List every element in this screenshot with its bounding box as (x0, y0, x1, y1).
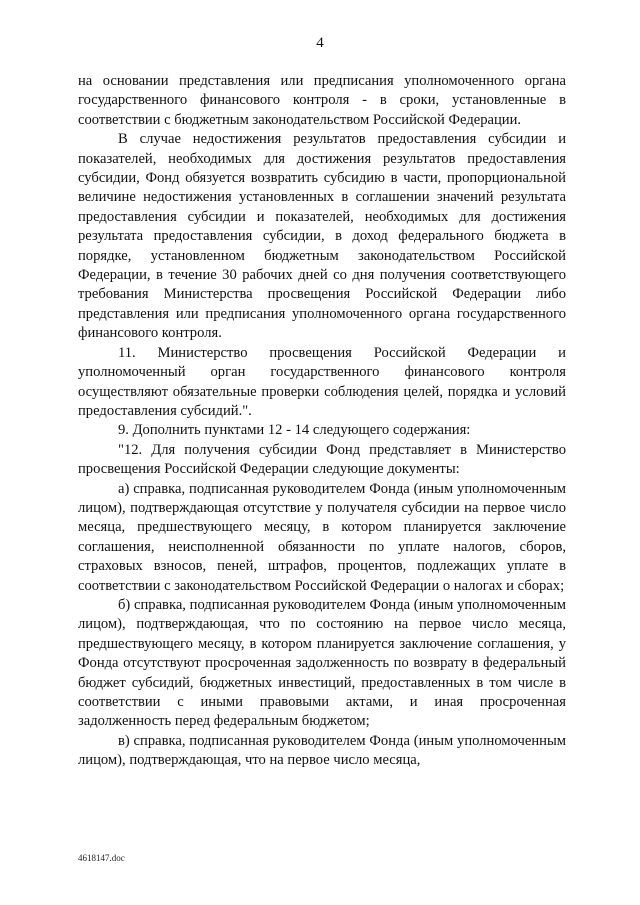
paragraph-subitem-v: в) справка, подписанная руководителем Фонда (иным уполномоченным лицом), подтверждающая, что на первое число месяца, (78, 732, 566, 769)
page-number: 4 (316, 35, 324, 51)
paragraph-item-11: 11. Министерство просвещения Российской Федерации и уполномоченный орган государственного финансового контроля осуществляют обязательные проверки соблюдения целей, порядка и условий предоставления субсидий.". (78, 344, 566, 419)
paragraph-item-12: "12. Для получения субсидии Фонд представляет в Министерство просвещения Российской Федерации следующие документы: (78, 441, 566, 478)
paragraph-subitem-b: б) справка, подписанная руководителем Фонда (иным уполномоченным лицом), подтверждающая, что по состоянию на первое число месяца, предшествующего месяцу, в котором планируется заключение соглашения, у Фонда отсутствуют просроченная задолженность по возврату в федеральный бюджет субсидий, бюджетных инвестиций, предоставленных в том числе в соответствии с иными правовыми актами, и иная просроченная задолженность перед федеральным бюджетом; (78, 596, 566, 730)
document-body (78, 72, 566, 771)
paragraph-subitem-a: а) справка, подписанная руководителем Фонда (иным уполномоченным лицом), подтверждающая отсутствие у получателя субсидии на первое число месяца, предшествующего месяцу, в котором планируется заключение соглашения, неисполненной обязанности по уплате налогов, сборов, страховых взносов, пеней, штрафов, процентов, подлежащих уплате в соответствии с законодательством Российской Федерации о налогах и сборах; (78, 480, 566, 594)
paragraph-item-9: 9. Дополнить пунктами 12 - 14 следующего содержания: (118, 422, 471, 439)
paragraph-refund-obligation: В случае недостижения результатов предоставления субсидии и показателей, необходимых для достижения результатов предоставления субсидии, Фонд обязуется возвратить субсидию в части, пропорциональной величине недостижения установленных в соглашении значений результата предоставления субсидии и показателей, необходимых для достижения результата предоставления субсидии, в доход федерального бюджета в порядке, установленном бюджетным законодательством Российской Федерации, в течение 30 рабочих дней со дня получения соответствующего требования Министерства просвещения Российской Федерации либо представления или предписания уполномоченного органа государственного финансового контроля. (78, 131, 566, 342)
document-footer-code: 4618147.doc (78, 853, 125, 863)
paragraph-continuation: на основании представления или предписания уполномоченного органа государственного финансового контроля - в сроки, установленные в соответствии с бюджетным законодательством Российской Федерации. (78, 73, 566, 128)
